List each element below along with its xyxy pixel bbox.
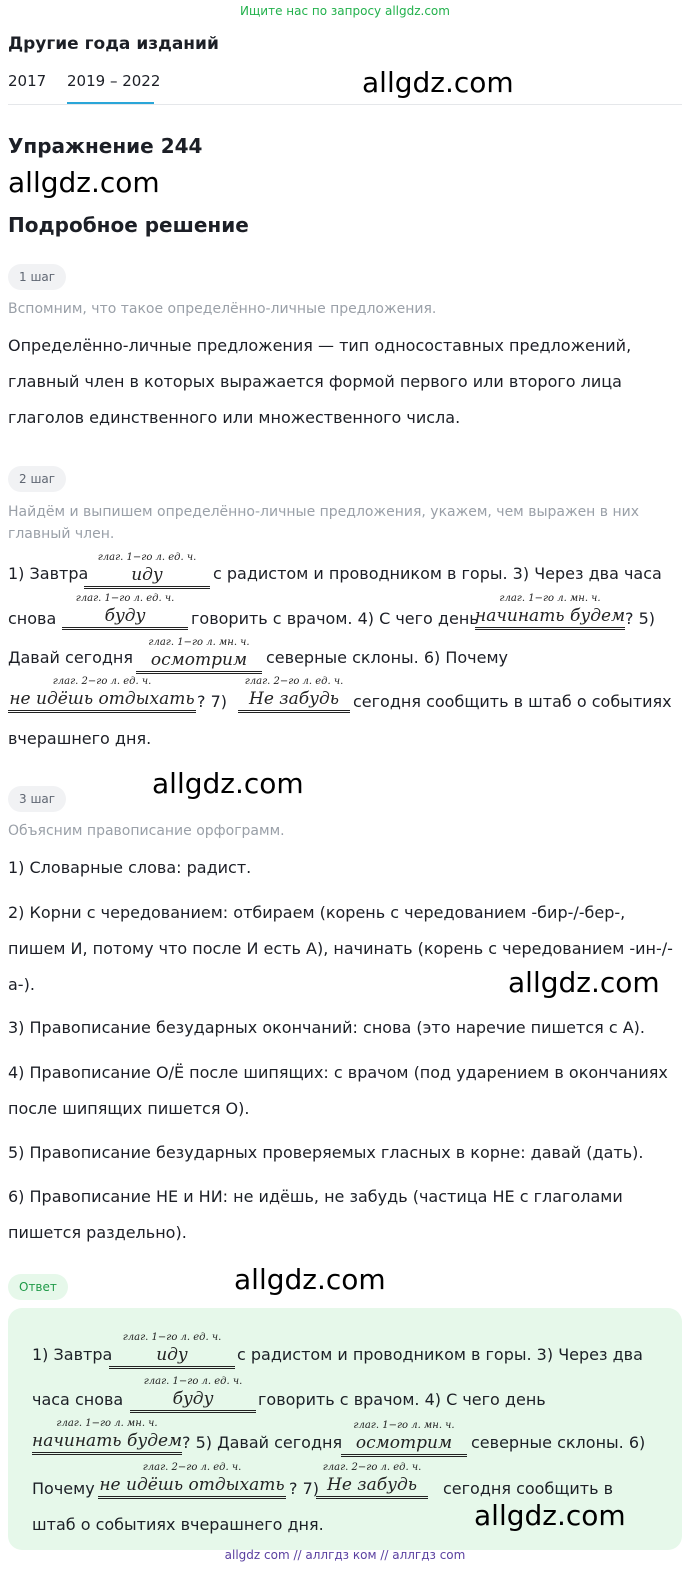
sentence-text: 1) Завтра [8,564,89,583]
answer-text: сегодня сообщить в [443,1479,614,1498]
verb-word: Не забудь [238,688,350,713]
step-hint: Вспомним, что такое определённо-личные предложения. [8,301,437,317]
grammar-label: глаг. 2−го л. ед. ч. [244,676,344,687]
sentence-text: сегодня сообщить в штаб о событиях [353,692,672,711]
grammar-label: глаг. 1−го л. мн. ч. [56,1418,158,1429]
step-hint: Найдём и выпишем определённо-личные предложения, укажем, чем выражен в них главный член. [8,504,640,542]
verb-word: иду [109,1344,235,1369]
watermark: allgdz.com [234,1263,386,1296]
grammar-label: глаг. 1−го л. ед. ч. [143,1376,243,1387]
step-badge: 2 шаг [8,466,66,492]
sentence-text: северные склоны. 6) Почему [266,648,508,667]
answer-text: Почему [32,1479,95,1498]
verb-annotation [62,593,188,633]
answer-text: ? 5) Давай сегодня [182,1433,343,1452]
grammar-label: глаг. 1−го л. ед. ч. [75,593,175,604]
rule-item: 6) Правописание НЕ и НИ: не идёшь, не забудь (частица НЕ с глаголами пишется раздельно). [8,1187,623,1242]
answer-text: северные склоны. 6) [471,1433,646,1452]
verb-word: иду [84,564,210,589]
watermark: allgdz.com [152,767,304,800]
sentence-text: говорить с врачом. 4) С чего день [191,609,479,628]
sentence-text: ? 5) [625,609,655,628]
watermark: allgdz.com [508,966,660,999]
tab-2019-2022[interactable]: 2019 – 2022 [67,72,161,90]
watermark: allgdz.com [362,66,514,99]
step-badge: 1 шаг [8,264,66,290]
verb-word: буду [130,1388,256,1413]
answer-text: часа снова [32,1390,124,1409]
solution-title: Подробное решение [8,213,249,237]
rule-item: 2) Корни с чередованием: отбираем (корень с чередованием -бир-/-бер-, пишем И, потому что после И есть А), начинать (корень с чередованием -ин-/-а-). [8,903,673,994]
tabs-divider [8,104,682,105]
answer-text: с радистом и проводником в горы. 3) Через два [237,1345,643,1364]
footer-links[interactable]: allgdz com // аллгдз ком // аллгдз com [224,1548,466,1562]
tab-2017[interactable]: 2017 [8,72,47,90]
grammar-label: глаг. 1−го л. ед. ч. [122,1332,222,1343]
grammar-label: глаг. 1−го л. мн. ч. [499,593,601,604]
watermark: allgdz.com [474,1499,626,1532]
verb-word: буду [62,605,188,630]
grammar-label: глаг. 2−го л. ед. ч. [52,676,152,687]
verb-annotation [341,1420,467,1460]
step-text: Определённо-личные предложения — тип односоставных предложений, главный член в которых выражается формой первого или второго лица глаголов единственного или множественного числа. [8,336,632,427]
answer-box [8,1308,682,1550]
sentence-text: Давай сегодня [8,648,134,667]
verb-annotation [98,1462,286,1502]
answer-text: штаб о событиях вчерашнего дня. [32,1515,324,1534]
sentence-text: с радистом и проводником в горы. 3) Через два часа [213,564,662,583]
verb-annotation [136,637,262,677]
grammar-label: глаг. 2−го л. ед. ч. [322,1462,422,1473]
verb-word: осмотрим [341,1432,467,1457]
verb-annotation [130,1376,256,1416]
rule-item: 3) Правописание безударных окончаний: снова (это наречие пишется с А). [8,1018,645,1037]
verb-annotation [475,593,625,633]
step-badge: 3 шаг [8,786,66,812]
grammar-label: глаг. 1−го л. мн. ч. [148,637,250,648]
rule-item: 1) Словарные слова: радист. [8,858,252,877]
grammar-label: глаг. 2−го л. ед. ч. [142,1462,242,1473]
sentence-text: ? 7) [197,692,227,711]
grammar-label: глаг. 1−го л. мн. ч. [353,1420,455,1431]
verb-word: не идёшь отдыхать [98,1474,286,1499]
sentence-text: вчерашнего дня. [8,729,152,748]
answer-text: ? 7) [289,1479,319,1498]
verb-word: начинать будем [475,605,625,630]
answer-badge: Ответ [8,1274,68,1300]
answer-text: говорить с врачом. 4) С чего день [258,1390,546,1409]
verb-word: осмотрим [136,649,262,674]
sentence-text: снова [8,609,57,628]
verb-annotation [32,1418,182,1458]
verb-word: начинать будем [32,1430,182,1455]
step-hint: Объясним правописание орфограмм. [8,823,285,839]
search-hint-link[interactable]: Ищите нас по запросу allgdz.com [240,4,450,18]
answer-text: 1) Завтра [32,1345,113,1364]
editions-heading: Другие года изданий [8,34,219,54]
verb-annotation [84,552,210,592]
exercise-title: Упражнение 244 [8,134,203,158]
verb-word: не идёшь отдыхать [8,688,196,713]
verb-word: Не забудь [316,1474,428,1499]
rule-item: 5) Правописание безударных проверяемых гласных в корне: давай (дать). [8,1143,644,1162]
verb-annotation [8,676,196,716]
grammar-label: глаг. 1−го л. ед. ч. [97,552,197,563]
verb-annotation [109,1332,235,1372]
rule-item: 4) Правописание О/Ё после шипящих: с врачом (под ударением в окончаниях после шипящих пишется О). [8,1063,668,1118]
verb-annotation [316,1462,428,1502]
watermark: allgdz.com [8,166,160,199]
verb-annotation [238,676,350,716]
